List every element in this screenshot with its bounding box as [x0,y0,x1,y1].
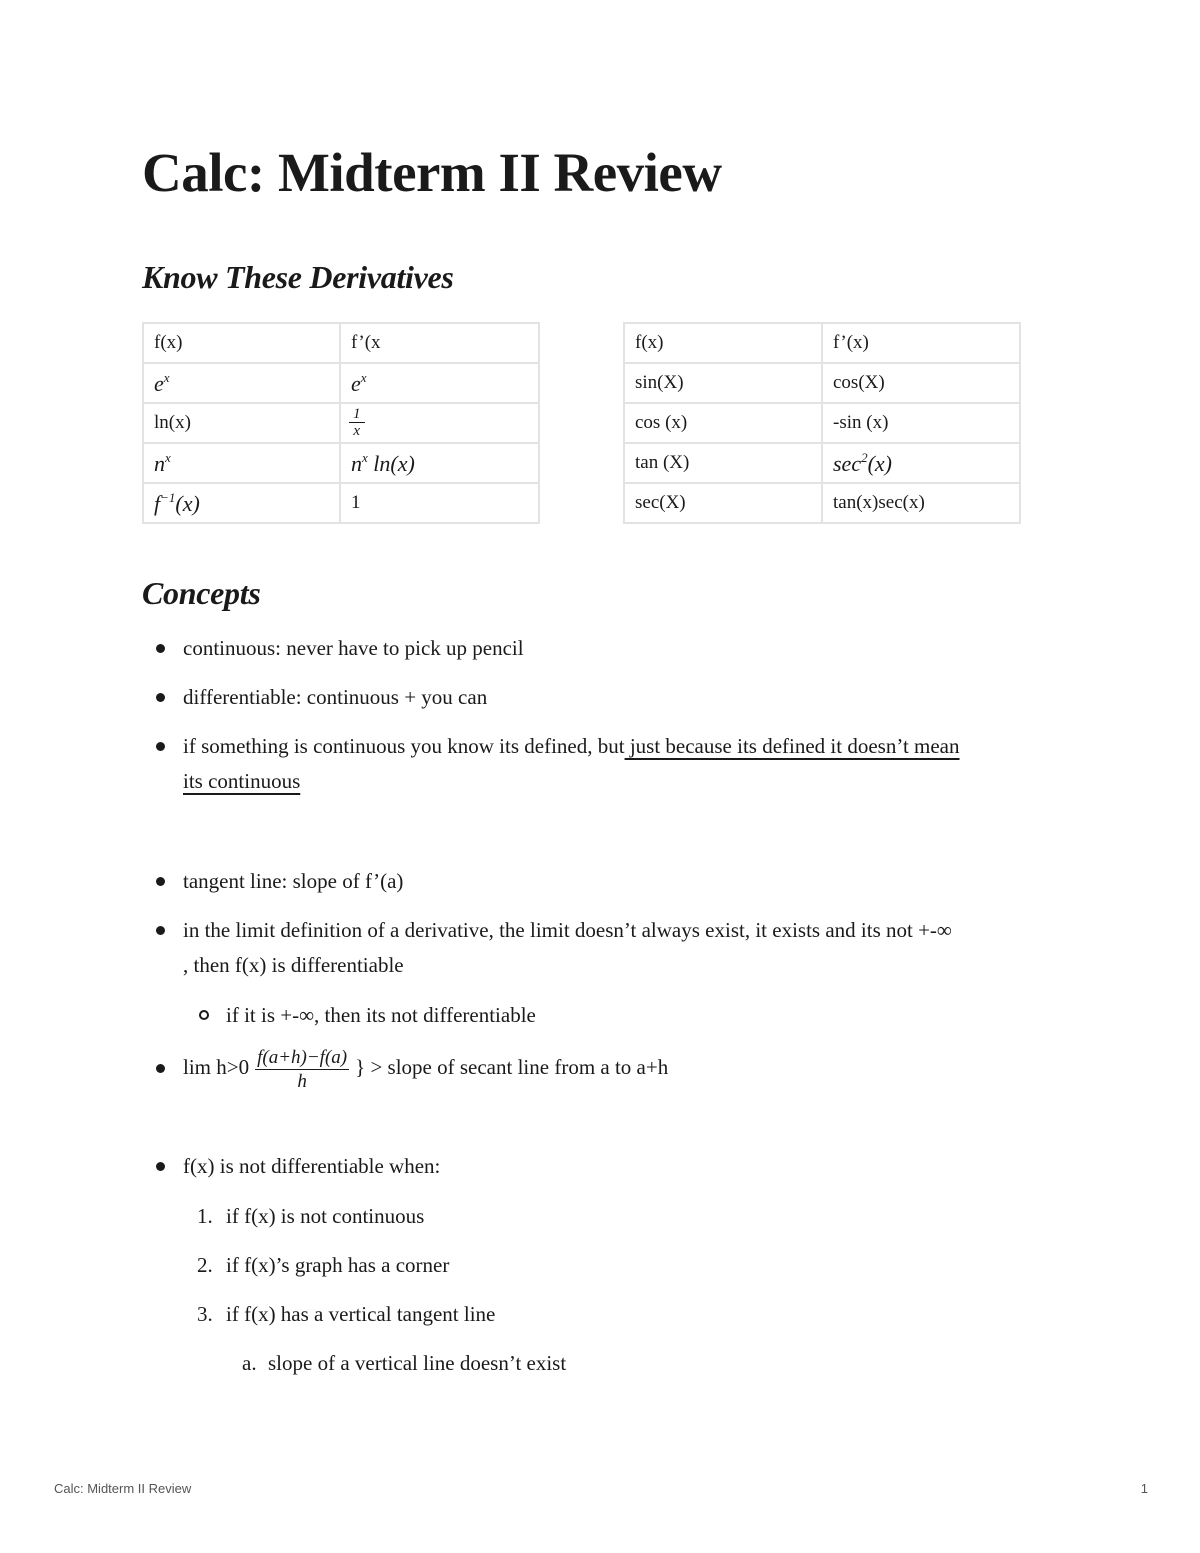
list-item: slope of a vertical line doesn’t exist [268,1351,567,1375]
document-title: Calc: Midterm II Review [142,142,722,203]
table-cell: f(x) [143,323,340,363]
bullet-icon [156,742,165,751]
list-number: 2. [197,1253,213,1277]
table-row [624,403,1020,443]
table-cell: tan (X) [624,443,822,483]
table-cell: ln(x) [143,403,340,443]
list-item: if f(x) is not continuous [226,1204,425,1228]
table-cell: f’(x) [822,323,1020,363]
table-row [624,323,1020,363]
table-cell [340,363,539,403]
bullet-icon [156,1064,165,1073]
table-cell: sin(X) [624,363,822,403]
concept-text: lim h>0 [183,1055,250,1079]
math-e-to-x: $e^x$ [351,369,367,396]
table-row [624,443,1020,483]
table-row [624,483,1020,523]
underlined-text: its continuous [183,769,301,793]
math-inverse-f: $f^{-1}(x)$ [154,489,200,516]
table-cell: sec(X) [624,483,822,523]
bullet-icon [156,644,165,653]
list-number: 1. [197,1204,213,1228]
concept-continuous: continuous: never have to pick up pencil [183,636,524,660]
table-cell [822,443,1020,483]
table-cell [340,443,539,483]
derivatives-heading: Know These Derivatives [142,259,454,295]
table-cell: cos (x) [624,403,822,443]
concept-infinity-sub: if it is +-∞, then its not differentiable [226,1003,536,1027]
list-item: if f(x)’s graph has a corner [226,1253,450,1277]
math-n-to-x: $n^x$ [154,449,171,476]
concept-tangent-line: tangent line: slope of f’(a) [183,869,404,893]
table-cell: tan(x)sec(x) [822,483,1020,523]
bullet-icon [156,877,165,886]
concept-differentiable: differentiable: continuous + you can [183,685,488,709]
concept-secant-line [183,1041,668,1093]
math-sec-squared: $\sec^2(x)$ [833,449,893,476]
concept-limit-definition: in the limit definition of a derivative, the limit doesn’t always exist, it exists and its not +-∞ [183,918,952,942]
concept-limit-definition-cont: , then f(x) is differentiable [183,953,404,977]
math-one-over-x: $\frac{1}{x}$ [351,407,363,439]
list-letter: a. [242,1351,257,1375]
table-cell [143,363,340,403]
concept-text: } > slope of secant line from a to a+h [355,1055,669,1079]
difference-quotient: $\frac{f(a+h)-f(a)}{h}$ [257,1046,348,1092]
table-row [143,403,539,443]
footer-title: Calc: Midterm II Review [54,1481,192,1496]
table-cell [143,483,340,523]
concept-text: if something is continuous you know its defined, but [183,734,625,758]
table-cell: -sin (x) [822,403,1020,443]
table-row [143,483,539,523]
derivatives-table-left [142,322,540,524]
table-row [143,363,539,403]
table-cell [340,403,539,443]
math-n-to-x-ln-x: $n^x$ ln(x) [351,449,415,476]
list-item: if f(x) has a vertical tangent line [226,1302,496,1326]
concept-not-differentiable: f(x) is not differentiable when: [183,1154,441,1178]
table-cell [143,443,340,483]
table-cell: f’(x [340,323,539,363]
table-cell: cos(X) [822,363,1020,403]
table-cell: f(x) [624,323,822,363]
bullet-icon [156,693,165,702]
bullet-icon [156,926,165,935]
underlined-text: just because its defined it doesn’t mean [624,734,960,758]
concepts-heading: Concepts [142,575,261,611]
derivatives-table-right [623,322,1021,524]
list-number: 3. [197,1302,213,1326]
table-cell: 1 [340,483,539,523]
table-row [143,443,539,483]
table-row [143,323,539,363]
table-row [624,363,1020,403]
page-number: 1 [1140,1481,1148,1496]
bullet-icon [156,1162,165,1171]
hollow-bullet-icon [199,1010,209,1020]
concept-defined-continuous-cont [183,764,300,799]
math-e-to-x: $e^x$ [154,369,170,396]
concept-defined-continuous [183,729,960,764]
